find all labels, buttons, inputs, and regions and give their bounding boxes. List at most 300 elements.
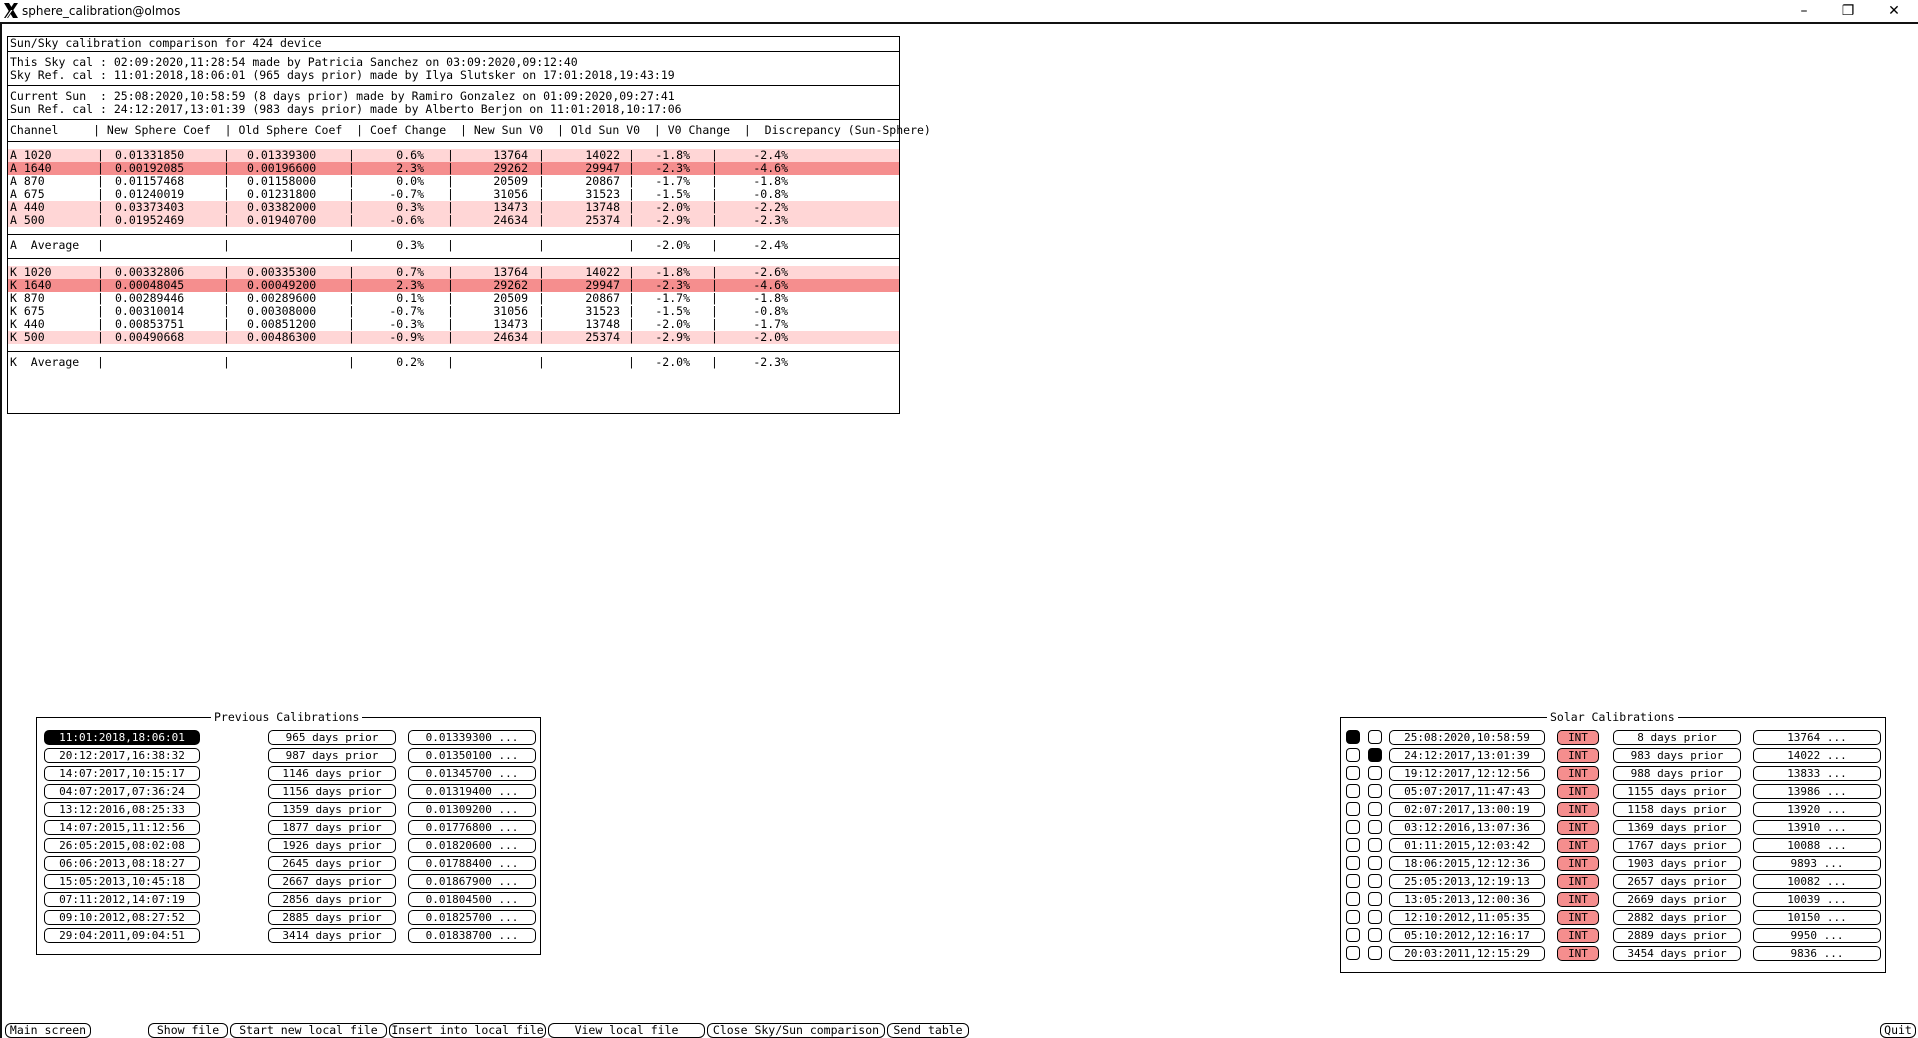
quit-button[interactable]: Quit (1880, 1023, 1916, 1038)
average-row (8, 239, 899, 252)
solar-cal-prior[interactable]: 983 days prior (1613, 748, 1741, 763)
previous-cal-prior[interactable]: 1877 days prior (268, 820, 396, 835)
solar-cal-v0[interactable]: 10039 ... (1753, 892, 1881, 907)
cell-vc: -1.7% (655, 174, 690, 188)
cell-cc: 0.3% (396, 238, 424, 252)
solar-cal-v0[interactable]: 9950 ... (1753, 928, 1881, 943)
column-separator: | (97, 330, 104, 344)
cell-nc: 0.00310014 (115, 304, 185, 318)
column-separator: | (97, 148, 104, 162)
reference-sun-radio[interactable] (1368, 928, 1382, 942)
cell-nc: 0.01952469 (115, 213, 185, 227)
cell-ov: 31523 (585, 304, 620, 318)
current-sun-radio[interactable] (1346, 820, 1360, 834)
column-separator: | (711, 355, 718, 369)
view-local-file-button[interactable]: View local file (548, 1023, 705, 1038)
column-separator: | (628, 355, 635, 369)
cell-ch: K 1020 (10, 265, 52, 279)
column-separator: | (348, 187, 355, 201)
column-separator: | (348, 174, 355, 188)
solar-calibrations-panel (1340, 710, 1886, 973)
column-separator: | (348, 265, 355, 279)
cell-vc: -1.5% (655, 187, 690, 201)
column-separator: | (538, 291, 545, 305)
current-sun-radio[interactable] (1346, 874, 1360, 888)
current-sun-radio[interactable] (1346, 784, 1360, 798)
previous-cal-date[interactable]: 26:05:2015,08:02:08 (44, 838, 200, 853)
cell-nv: 13764 (493, 148, 528, 162)
previous-cal-coef[interactable]: 0.01788400 ... (408, 856, 536, 871)
channel-row (8, 214, 899, 227)
cell-ov: 14022 (585, 265, 620, 279)
cell-ch: A 1640 (10, 161, 52, 175)
cell-oc: 0.01231800 (247, 187, 317, 201)
solar-cal-date[interactable]: 12:10:2012,11:05:35 (1389, 910, 1545, 925)
cell-ch: A 870 (10, 174, 45, 188)
cell-cc: -0.9% (389, 330, 424, 344)
previous-cal-prior[interactable]: 2645 days prior (268, 856, 396, 871)
column-separator: | (97, 200, 104, 214)
cell-d: -0.8% (753, 304, 788, 318)
start-new-local-file-button[interactable]: Start new local file (230, 1023, 387, 1038)
cell-oc: 0.01158000 (247, 174, 317, 188)
report-title: Sun/Sky calibration comparison for 424 device (10, 36, 322, 50)
solar-cal-v0[interactable]: 9893 ... (1753, 856, 1881, 871)
current-sun-radio[interactable] (1346, 856, 1360, 870)
sky-ref-line: Sky Ref. cal : 11:01:2018,18:06:01 (965 days prior) made by Ilya Slutsker on 17:01:2018,19:43:19 (10, 68, 675, 82)
column-separator: | (97, 304, 104, 318)
solar-cal-date[interactable]: 05:07:2017,11:47:43 (1389, 784, 1545, 799)
previous-cal-date[interactable]: 04:07:2017,07:36:24 (44, 784, 200, 799)
column-separator: | (628, 200, 635, 214)
solar-cal-type[interactable]: INT (1557, 784, 1599, 799)
cell-nv: 29262 (493, 278, 528, 292)
cell-nv: 29262 (493, 161, 528, 175)
minimize-icon[interactable]: – (1800, 3, 1808, 19)
column-separator: | (538, 355, 545, 369)
column-separator: | (628, 187, 635, 201)
column-separator: | (447, 291, 454, 305)
cell-d: -2.3% (753, 355, 788, 369)
column-separator: | (538, 330, 545, 344)
previous-cal-date[interactable]: 29:04:2011,09:04:51 (44, 928, 200, 943)
cell-oc: 0.00851200 (247, 317, 317, 331)
previous-cal-date[interactable]: 07:11:2012,14:07:19 (44, 892, 200, 907)
solar-cal-type[interactable]: INT (1557, 802, 1599, 817)
column-separator: | (538, 148, 545, 162)
reference-sun-radio[interactable] (1368, 856, 1382, 870)
cell-ch: K 440 (10, 317, 45, 331)
column-separator: | (538, 238, 545, 252)
column-separator: | (223, 174, 230, 188)
column-separator: | (97, 213, 104, 227)
column-separator: | (97, 174, 104, 188)
column-separator: | (348, 317, 355, 331)
cell-d: -0.8% (753, 187, 788, 201)
solar-cal-v0[interactable]: 14022 ... (1753, 748, 1881, 763)
column-separator: | (628, 213, 635, 227)
solar-cal-v0[interactable]: 9836 ... (1753, 946, 1881, 961)
solar-cal-date[interactable]: 19:12:2017,12:12:56 (1389, 766, 1545, 781)
cell-vc: -2.3% (655, 161, 690, 175)
cell-ch: K 870 (10, 291, 45, 305)
solar-cal-type[interactable]: INT (1557, 820, 1599, 835)
solar-cal-prior[interactable]: 1903 days prior (1613, 856, 1741, 871)
average-row-k (8, 352, 899, 375)
previous-cal-coef[interactable]: 0.01804500 ... (408, 892, 536, 907)
channel-group-k (8, 259, 899, 352)
previous-cal-coef[interactable]: 0.01339300 ... (408, 730, 536, 745)
column-separator: | (348, 200, 355, 214)
current-sun-radio[interactable] (1346, 748, 1360, 762)
cell-oc: 0.00196600 (247, 161, 317, 175)
cell-ov: 20867 (585, 174, 620, 188)
column-separator: | (97, 317, 104, 331)
cell-d: -1.8% (753, 291, 788, 305)
solar-cal-type[interactable]: INT (1557, 856, 1599, 871)
previous-cal-coef[interactable]: 0.01776800 ... (408, 820, 536, 835)
cell-nv: 13764 (493, 265, 528, 279)
column-separator: | (447, 174, 454, 188)
cell-vc: -2.0% (655, 317, 690, 331)
column-separator: | (538, 200, 545, 214)
cell-oc: 0.00289600 (247, 291, 317, 305)
solar-cal-v0[interactable]: 13986 ... (1753, 784, 1881, 799)
cell-ch: A 675 (10, 187, 45, 201)
solar-cal-prior[interactable]: 3454 days prior (1613, 946, 1741, 961)
previous-cal-prior[interactable]: 1926 days prior (268, 838, 396, 853)
column-separator: | (348, 278, 355, 292)
cell-d: -1.7% (753, 317, 788, 331)
reference-sun-radio[interactable] (1368, 946, 1382, 960)
cell-vc: -1.8% (655, 265, 690, 279)
column-separator: | (628, 278, 635, 292)
previous-cal-coef[interactable]: 0.01825700 ... (408, 910, 536, 925)
solar-cal-prior[interactable]: 1158 days prior (1613, 802, 1741, 817)
current-sun-radio[interactable] (1346, 928, 1360, 942)
cell-oc: 0.01339300 (247, 148, 317, 162)
solar-cal-prior[interactable]: 2889 days prior (1613, 928, 1741, 943)
solar-cal-type[interactable]: INT (1557, 928, 1599, 943)
cell-ov: 25374 (585, 213, 620, 227)
solar-cal-type[interactable]: INT (1557, 730, 1599, 745)
solar-cal-prior[interactable]: 1369 days prior (1613, 820, 1741, 835)
cell-vc: -1.7% (655, 291, 690, 305)
solar-cal-prior[interactable]: 2669 days prior (1613, 892, 1741, 907)
previous-cal-prior[interactable]: 3414 days prior (268, 928, 396, 943)
previous-cal-coef[interactable]: 0.01867900 ... (408, 874, 536, 889)
cell-ov: 13748 (585, 317, 620, 331)
cell-cc: 0.2% (396, 355, 424, 369)
reference-sun-radio[interactable] (1368, 802, 1382, 816)
cell-oc: 0.03382000 (247, 200, 317, 214)
solar-cal-date[interactable]: 13:05:2013,12:00:36 (1389, 892, 1545, 907)
reference-sun-radio[interactable] (1368, 820, 1382, 834)
reference-sun-radio[interactable] (1368, 730, 1382, 744)
column-separator: | (711, 213, 718, 227)
column-separator: | (447, 317, 454, 331)
previous-cal-date[interactable]: 11:01:2018,18:06:01 (44, 730, 200, 745)
solar-cal-v0[interactable]: 13833 ... (1753, 766, 1881, 781)
column-separator: | (711, 161, 718, 175)
current-sun-line: Current Sun : 25:08:2020,10:58:59 (8 days prior) made by Ramiro Gonzalez on 01:09:2020,09:27:41 (10, 89, 675, 103)
column-separator: | (447, 330, 454, 344)
column-separator: | (628, 174, 635, 188)
previous-calibrations-panel (36, 710, 541, 955)
cell-d: -4.6% (753, 161, 788, 175)
window-title: sphere_calibration@olmos (22, 4, 181, 18)
current-sun-radio[interactable] (1346, 802, 1360, 816)
column-separator: | (711, 291, 718, 305)
cell-cc: 0.3% (396, 200, 424, 214)
column-separator: | (711, 265, 718, 279)
column-separator: | (711, 238, 718, 252)
column-separator: | (348, 291, 355, 305)
cell-nv: 20509 (493, 174, 528, 188)
previous-cal-prior[interactable]: 1359 days prior (268, 802, 396, 817)
cell-d: -2.0% (753, 330, 788, 344)
solar-cal-prior[interactable]: 8 days prior (1613, 730, 1741, 745)
channel-group-a (8, 142, 899, 235)
current-sun-radio[interactable] (1346, 766, 1360, 780)
column-separator: | (97, 187, 104, 201)
current-sun-radio[interactable] (1346, 946, 1360, 960)
previous-cal-date[interactable]: 14:07:2017,10:15:17 (44, 766, 200, 781)
solar-cal-type[interactable]: INT (1557, 766, 1599, 781)
cell-nc: 0.00192085 (115, 161, 185, 175)
column-separator: | (223, 278, 230, 292)
column-separator: | (223, 187, 230, 201)
solar-cal-v0[interactable]: 10150 ... (1753, 910, 1881, 925)
solar-cal-date[interactable]: 25:08:2020,10:58:59 (1389, 730, 1545, 745)
column-separator: | (223, 200, 230, 214)
previous-cal-prior[interactable]: 965 days prior (268, 730, 396, 745)
average-row (8, 356, 899, 369)
solar-cal-prior[interactable]: 1155 days prior (1613, 784, 1741, 799)
cell-cc: -0.6% (389, 213, 424, 227)
cell-nc: 0.01157468 (115, 174, 185, 188)
previous-cal-prior[interactable]: 2885 days prior (268, 910, 396, 925)
close-icon[interactable]: ✕ (1888, 3, 1900, 19)
reference-sun-radio[interactable] (1368, 910, 1382, 924)
solar-cal-v0[interactable]: 13764 ... (1753, 730, 1881, 745)
solar-cal-type[interactable]: INT (1557, 748, 1599, 763)
insert-into-local-file-button[interactable]: Insert into local file (389, 1023, 546, 1038)
previous-cal-date[interactable]: 20:12:2017,16:38:32 (44, 748, 200, 763)
column-separator: | (711, 278, 718, 292)
previous-cal-date[interactable]: 13:12:2016,08:25:33 (44, 802, 200, 817)
previous-cal-date[interactable]: 15:05:2013,10:45:18 (44, 874, 200, 889)
column-separator: | (223, 238, 230, 252)
cell-ch: A 1020 (10, 148, 52, 162)
solar-cal-v0[interactable]: 10082 ... (1753, 874, 1881, 889)
solar-cal-type[interactable]: INT (1557, 946, 1599, 961)
cell-cc: 2.3% (396, 278, 424, 292)
cell-nv: 24634 (493, 330, 528, 344)
cell-ch: K 675 (10, 304, 45, 318)
column-separator: | (711, 317, 718, 331)
column-separator: | (223, 355, 230, 369)
column-separator: | (538, 278, 545, 292)
solar-cal-date[interactable]: 20:03:2011,12:15:29 (1389, 946, 1545, 961)
previous-cal-date[interactable]: 09:10:2012,08:27:52 (44, 910, 200, 925)
cell-cc: -0.7% (389, 304, 424, 318)
main-screen-button[interactable]: Main screen (5, 1023, 91, 1038)
previous-cal-coef[interactable]: 0.01319400 ... (408, 784, 536, 799)
solar-cal-prior[interactable]: 988 days prior (1613, 766, 1741, 781)
reference-sun-radio[interactable] (1368, 838, 1382, 852)
cell-vc: -1.8% (655, 148, 690, 162)
cell-d: -2.3% (753, 213, 788, 227)
column-separator: | (223, 291, 230, 305)
column-separator: | (628, 317, 635, 331)
solar-cal-date[interactable]: 25:05:2013,12:19:13 (1389, 874, 1545, 889)
restore-icon[interactable]: ❐ (1841, 3, 1855, 19)
cell-ov: 29947 (585, 278, 620, 292)
cell-oc: 0.01940700 (247, 213, 317, 227)
column-separator: | (97, 238, 104, 252)
x11-logo-icon (3, 2, 19, 19)
cell-nv: 13473 (493, 317, 528, 331)
cell-vc: -2.0% (655, 200, 690, 214)
solar-cal-type[interactable]: INT (1557, 838, 1599, 853)
previous-cal-prior[interactable]: 987 days prior (268, 748, 396, 763)
previous-cal-coef[interactable]: 0.01350100 ... (408, 748, 536, 763)
cell-nv: 31056 (493, 187, 528, 201)
cell-cc: -0.7% (389, 187, 424, 201)
cell-ov: 20867 (585, 291, 620, 305)
solar-cal-date[interactable]: 02:07:2017,13:00:19 (1389, 802, 1545, 817)
cell-ch: K 1640 (10, 278, 52, 292)
cell-cc: 0.7% (396, 265, 424, 279)
cell-cc: -0.3% (389, 317, 424, 331)
solar-cal-date[interactable]: 03:12:2016,13:07:36 (1389, 820, 1545, 835)
cell-vc: -2.9% (655, 330, 690, 344)
solar-cal-v0[interactable]: 10088 ... (1753, 838, 1881, 853)
column-separator: | (97, 355, 104, 369)
previous-cal-coef[interactable]: 0.01345700 ... (408, 766, 536, 781)
column-separator: | (628, 161, 635, 175)
cell-ch: K 500 (10, 330, 45, 344)
cell-ch: K Average (10, 355, 80, 369)
table-header: Channel | New Sphere Coef | Old Sphere Coef | Coef Change | New Sun V0 | Old Sun V0 | V0 Change | Discrepancy (Sun-Sphere) (10, 123, 931, 137)
column-separator: | (223, 330, 230, 344)
cell-nv: 20509 (493, 291, 528, 305)
solar-cal-date[interactable]: 24:12:2017,13:01:39 (1389, 748, 1545, 763)
previous-cal-date[interactable]: 06:06:2013,08:18:27 (44, 856, 200, 871)
solar-cal-date[interactable]: 01:11:2015,12:03:42 (1389, 838, 1545, 853)
cell-ch: A 440 (10, 200, 45, 214)
reference-sun-radio[interactable] (1368, 874, 1382, 888)
current-sun-radio[interactable] (1346, 910, 1360, 924)
cell-nv: 24634 (493, 213, 528, 227)
column-separator: | (628, 265, 635, 279)
cell-nc: 0.01240019 (115, 187, 185, 201)
column-separator: | (538, 213, 545, 227)
cell-nv: 13473 (493, 200, 528, 214)
current-sun-radio[interactable] (1346, 838, 1360, 852)
reference-sun-radio[interactable] (1368, 784, 1382, 798)
solar-cal-prior[interactable]: 1767 days prior (1613, 838, 1741, 853)
cell-nc: 0.00853751 (115, 317, 185, 331)
cell-ch: A Average (10, 238, 80, 252)
previous-cal-prior[interactable]: 1146 days prior (268, 766, 396, 781)
reference-sun-radio[interactable] (1368, 892, 1382, 906)
current-sun-radio[interactable] (1346, 730, 1360, 744)
solar-cal-type[interactable]: INT (1557, 892, 1599, 907)
column-separator: | (97, 161, 104, 175)
column-separator: | (538, 317, 545, 331)
cell-vc: -2.0% (655, 238, 690, 252)
solar-cal-date[interactable]: 05:10:2012,12:16:17 (1389, 928, 1545, 943)
column-separator: | (97, 291, 104, 305)
solar-cal-date[interactable]: 18:06:2015,12:12:36 (1389, 856, 1545, 871)
column-separator: | (538, 187, 545, 201)
window-titlebar (0, 0, 1918, 24)
solar-calibrations-title: Solar Calibrations (1547, 710, 1678, 724)
current-sun-radio[interactable] (1346, 892, 1360, 906)
solar-cal-v0[interactable]: 13920 ... (1753, 802, 1881, 817)
cell-d: -2.4% (753, 148, 788, 162)
previous-cal-prior[interactable]: 2667 days prior (268, 874, 396, 889)
cell-nc: 0.00048045 (115, 278, 185, 292)
previous-cal-coef[interactable]: 0.01309200 ... (408, 802, 536, 817)
cell-cc: 0.0% (396, 174, 424, 188)
column-separator: | (538, 265, 545, 279)
cell-d: -1.8% (753, 174, 788, 188)
close-comparison-button[interactable]: Close Sky/Sun comparison (707, 1023, 885, 1038)
solar-cal-prior[interactable]: 2882 days prior (1613, 910, 1741, 925)
column-separator: | (348, 148, 355, 162)
column-separator: | (348, 330, 355, 344)
column-separator: | (447, 265, 454, 279)
column-separator: | (223, 304, 230, 318)
column-separator: | (447, 161, 454, 175)
solar-cal-type[interactable]: INT (1557, 874, 1599, 889)
sun-ref-line: Sun Ref. cal : 24:12:2017,13:01:39 (983 days prior) made by Alberto Berjon on 11:01:2018,10:17:06 (10, 102, 682, 116)
column-separator: | (348, 238, 355, 252)
column-separator: | (223, 161, 230, 175)
column-separator: | (711, 304, 718, 318)
column-separator: | (711, 148, 718, 162)
column-separator: | (447, 148, 454, 162)
send-table-button[interactable]: Send table (887, 1023, 969, 1038)
channel-row (8, 331, 899, 344)
cell-ov: 31523 (585, 187, 620, 201)
column-separator: | (97, 278, 104, 292)
previous-cal-date[interactable]: 14:07:2015,11:12:56 (44, 820, 200, 835)
show-file-button[interactable]: Show file (148, 1023, 228, 1038)
solar-cal-v0[interactable]: 13910 ... (1753, 820, 1881, 835)
cell-oc: 0.00049200 (247, 278, 317, 292)
column-separator: | (711, 200, 718, 214)
previous-cal-coef[interactable]: 0.01838700 ... (408, 928, 536, 943)
previous-cal-coef[interactable]: 0.01820600 ... (408, 838, 536, 853)
cell-nc: 0.00490668 (115, 330, 185, 344)
previous-cal-prior[interactable]: 2856 days prior (268, 892, 396, 907)
previous-calibrations-title: Previous Calibrations (211, 710, 362, 724)
column-separator: | (538, 304, 545, 318)
cell-nc: 0.00289446 (115, 291, 185, 305)
reference-sun-radio[interactable] (1368, 766, 1382, 780)
reference-sun-radio[interactable] (1368, 748, 1382, 762)
column-separator: | (447, 238, 454, 252)
previous-cal-prior[interactable]: 1156 days prior (268, 784, 396, 799)
solar-cal-prior[interactable]: 2657 days prior (1613, 874, 1741, 889)
solar-cal-type[interactable]: INT (1557, 910, 1599, 925)
column-separator: | (223, 265, 230, 279)
column-separator: | (447, 213, 454, 227)
